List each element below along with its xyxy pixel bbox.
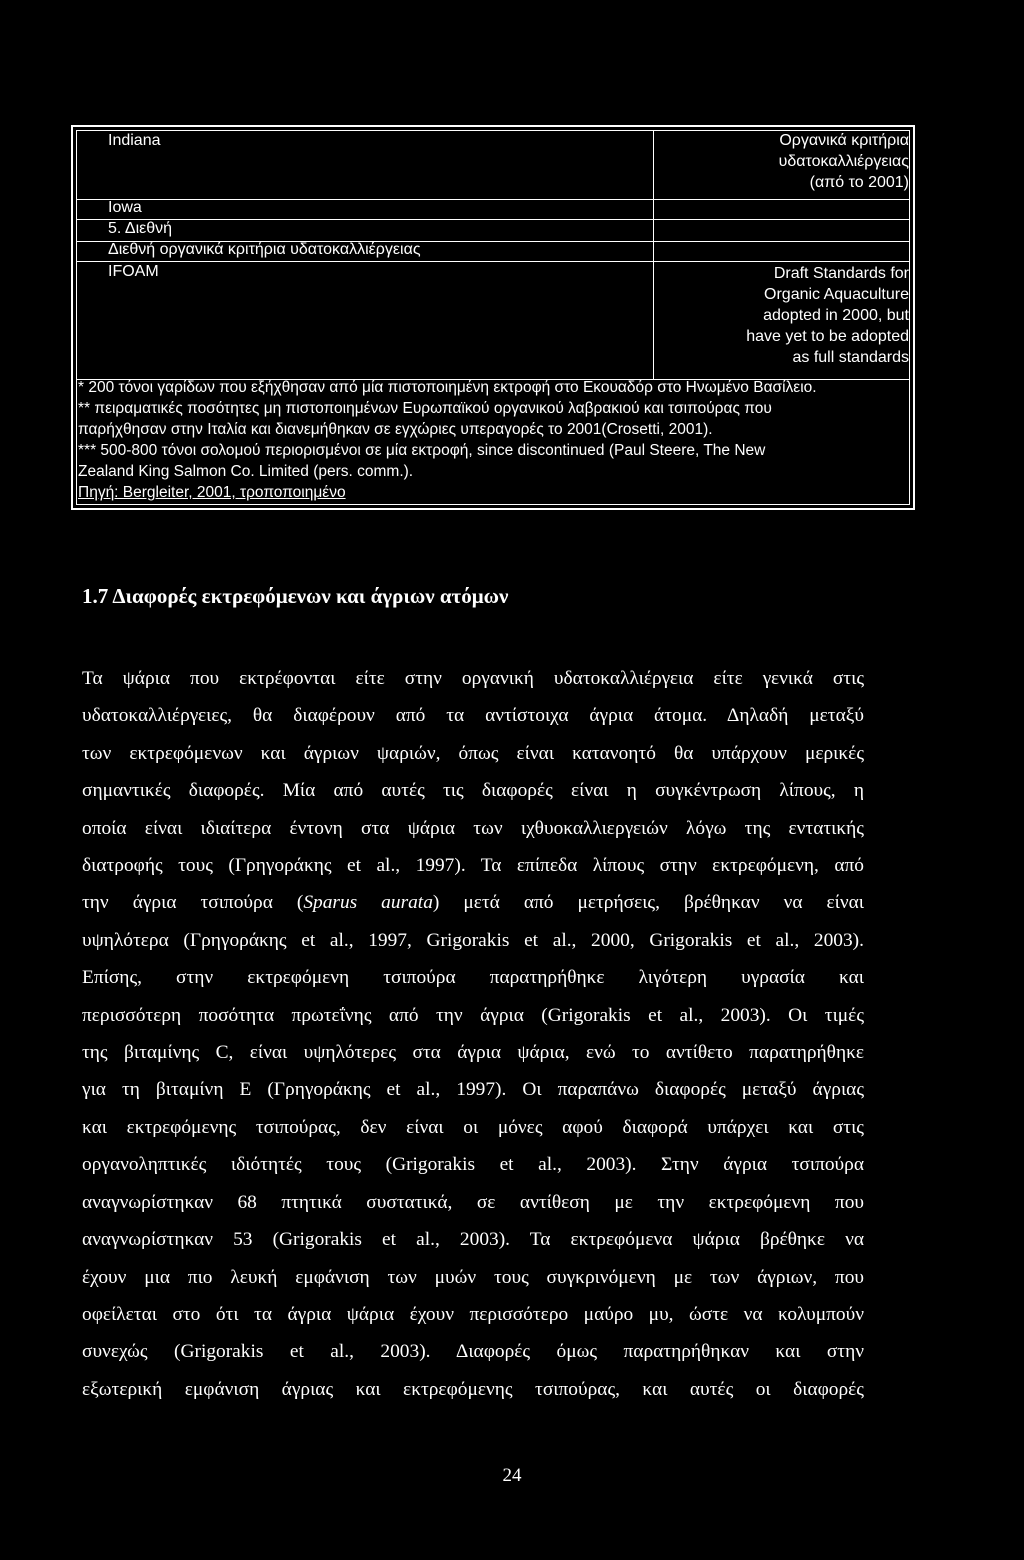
table-cell-line: as full standards <box>792 349 909 366</box>
paragraph-line: Τα ψάρια που εκτρέφονται είτε στην οργανική υδατοκαλλιέργεια είτε γενικά στις <box>82 668 864 689</box>
paragraph-line: την άγρια τσιπούρα (Sparus aurata) μετά από μετρήσεις, βρέθηκαν να είναι <box>82 892 864 914</box>
table-cell-line: Organic Aquaculture <box>764 286 909 303</box>
paragraph-line: εξωτερική εμφάνιση άγριας και εκτρεφόμενης τσιπούρας, και αυτές οι διαφορές <box>82 1378 864 1400</box>
table-cell-organization: IFOAM <box>108 263 159 280</box>
table-column-divider <box>653 131 654 379</box>
paragraph-line: περισσότερη ποσότητα πρωτεΐνης από την άγρια (Grigorakis et al., 2003). Οι τιμές <box>82 1004 864 1026</box>
table-cell-state: Iowa <box>108 199 142 216</box>
paragraph-line: αναγνωρίστηκαν 68 πτητικά συστατικά, σε αντίθεση με την εκτρεφόμενη που <box>82 1191 864 1213</box>
species-name: Sparus aurata <box>303 892 433 914</box>
footnote-line: παρήχθησαν στην Ιταλία και διανεμήθηκαν σε εγχώριες υπεραγορές το 2001(Crosetti, 2001). <box>78 421 713 438</box>
paragraph-line: συνεχώς (Grigorakis et al., 2003). Διαφορές όμως παρατηρήθηκαν και στην <box>82 1341 864 1363</box>
footnote-line: ** πειραματικές ποσότητες μη πιστοποιημένων Ευρωπαϊκού οργανικού λαβρακιού και τσιπούρας που <box>78 400 772 417</box>
paragraph-line: Επίσης, στην εκτρεφόμενη τσιπούρα παρατηρήθηκε λιγότερη υγρασία και <box>82 967 864 989</box>
paragraph-line: σημαντικές διαφορές. Μία από αυτές τις διαφορές είναι η συγκέντρωση λίπους, η <box>82 780 864 802</box>
table-row-divider <box>77 199 909 200</box>
body-paragraph <box>82 660 864 1408</box>
paragraph-line: υδατοκαλλιέργειες, θα διαφέρουν από τα αντίστοιχα άγρια άτομα. Δηλαδή μεταξύ <box>82 705 864 727</box>
table-footnotes <box>78 377 908 503</box>
table-cell-line: adopted in 2000, but <box>763 307 909 324</box>
table-row-divider <box>77 219 909 220</box>
table-cell-category: Διεθνή οργανικά κριτήρια υδατοκαλλιέργειας <box>108 241 421 258</box>
table-cell-line: υδατοκαλλιέργειας <box>778 153 909 170</box>
paragraph-line: και εκτρεφόμενης τσιπούρας, δεν είναι οι μόνες αφού διαφορά υπάρχει και στις <box>82 1116 864 1138</box>
table-cell-line: have yet to be adopted <box>746 328 909 345</box>
paragraph-line: έχουν μια πιο λευκή εμφάνιση των μυών τους συγκρινόμενη με των άγριων, που <box>82 1266 864 1288</box>
paragraph-line: των εκτρεφόμενων και άγριων ψαριών, όπως είναι κατανοητό θα υπάρχουν μερικές <box>82 742 864 764</box>
table-cell-line: Draft Standards for <box>773 265 909 282</box>
footnote-line: Zealand King Salmon Co. Limited (pers. comm.). <box>78 463 414 480</box>
table-cell-line: Οργανικά κριτήρια <box>779 132 909 149</box>
table-cell-state: Indiana <box>108 132 161 149</box>
table-cell-section: 5. Διεθνή <box>108 220 173 237</box>
section-heading: 1.7 Διαφορές εκτρεφόμενων και άγριων ατόμων <box>82 584 509 608</box>
paragraph-line: οποία είναι ιδιαίτερα έντονη στα ψάρια των ιχθυοκαλλιεργειών λόγω της εντατικής <box>82 817 864 839</box>
footnote-line: * 200 τόνοι γαρίδων που εξήχθησαν από μία πιστοποιημένη εκτροφή στο Εκουαδόρ στο Ηνωμένο Βασίλειο. <box>78 379 817 396</box>
footnote-line: *** 500-800 τόνοι σολομού περιορισμένοι σε μία εκτροφή, since discontinued (Paul Steere, The New <box>78 442 766 459</box>
paragraph-line: οργανοληπτικές ιδιότητές τους (Grigorakis et al., 2003). Στην άγρια τσιπούρα <box>82 1154 864 1176</box>
source-note: Πηγή: Bergleiter, 2001, τροποποιημένο <box>78 484 346 501</box>
paragraph-line: οφείλεται στο ότι τα άγρια ψάρια έχουν περισσότερο μαύρο μυ, ώστε να κολυμπούν <box>82 1303 864 1325</box>
paragraph-line: της βιταμίνης C, είναι υψηλότερες στα άγρια ψάρια, ενώ το αντίθετο παρατηρήθηκε <box>82 1042 864 1064</box>
table-cell-line: (από το 2001) <box>809 174 909 191</box>
table-row-divider <box>77 261 909 262</box>
page-number: 24 <box>502 1465 522 1486</box>
paragraph-line: αναγνωρίστηκαν 53 (Grigorakis et al., 2003). Τα εκτρεφόμενα ψάρια βρέθηκε να <box>82 1229 864 1251</box>
paragraph-line: για τη βιταμίνη Ε (Γρηγοράκης et al., 1997). Οι παραπάνω διαφορές μεταξύ άγριας <box>82 1079 864 1101</box>
table-cell-standard <box>746 263 909 368</box>
paragraph-line: υψηλότερα (Γρηγοράκης et al., 1997, Grigorakis et al., 2000, Grigorakis et al., 2003). <box>82 929 864 951</box>
table-cell-standard <box>779 130 909 193</box>
paragraph-line: διατροφής τους (Γρηγοράκης et al., 1997). Τα επίπεδα λίπους στην εκτρεφόμενη, από <box>82 855 864 877</box>
